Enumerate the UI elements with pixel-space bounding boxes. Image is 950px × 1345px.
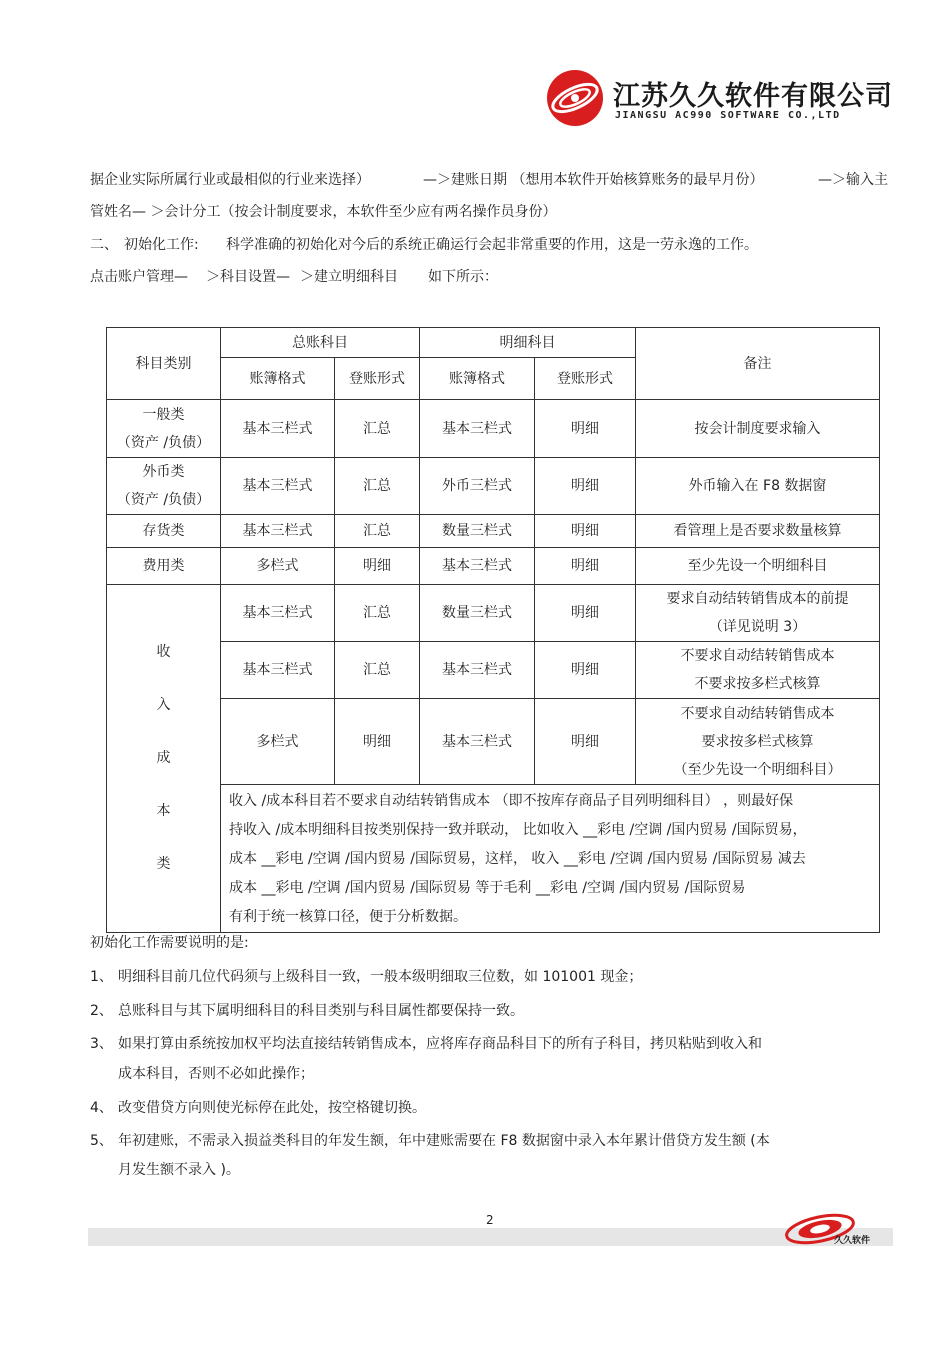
cell: 按会计制度要求输入 (636, 400, 880, 458)
header-category: 科目类别 (107, 328, 221, 400)
company-name-cn: 江苏久久软件有限公司 (613, 81, 893, 112)
note-item-1: 1、 明细科目前几位代码须与上级科目一致，一般本级明细取三位数，如 101001 现金； (90, 969, 643, 985)
company-logo (543, 68, 893, 130)
cell: 看管理上是否要求数量核算 (636, 515, 880, 548)
row-category: 外币类 （资产 /负债） (107, 458, 221, 515)
company-name-en: JIANGSU AC990 SOFTWARE CO.,LTD (615, 110, 841, 121)
cell: 要求自动结转销售成本的前提 （详见说明 3） (636, 585, 880, 642)
note-item-2: 2、 总账科目与其下属明细科目的科目类别与科目属性都要保持一致。 (90, 1003, 524, 1019)
notes-title: 初始化工作需要说明的是: (90, 935, 249, 951)
cell: 明细 (535, 585, 636, 642)
income-cost-category: 收 入 成 本 类 (107, 585, 221, 933)
table-row (107, 585, 880, 642)
note-item-5: 5、 年初建账，不需录入损益类科目的年发生额，年中建账需要在 F8 数据窗中录入本年累计借贷方发生额 (本 (90, 1133, 770, 1149)
cell: 明细 (535, 699, 636, 785)
header-gl-book-format: 账簿格式 (221, 358, 335, 400)
footer-logo (782, 1207, 894, 1247)
row-category: 一般类 （资产 /负债） (107, 400, 221, 458)
note-item-5-cont: 月发生额不录入 )。 (118, 1162, 240, 1178)
cell: 不要求自动结转销售成本 不要求按多栏式核算 (636, 642, 880, 699)
intro-line-1: 据企业实际所属行业或最相似的行业来选择） —＞建账日期 （想用本软件开始核算账务的最早月份） —＞输入主 (90, 172, 888, 188)
cell: 基本三栏式 (221, 585, 335, 642)
cell: 汇总 (335, 400, 420, 458)
cell: 数量三栏式 (420, 515, 535, 548)
table-row (107, 515, 880, 548)
cell: 基本三栏式 (221, 515, 335, 548)
cell: 汇总 (335, 585, 420, 642)
account-setup-table (106, 327, 880, 933)
cell: 基本三栏式 (420, 400, 535, 458)
cell: 明细 (535, 458, 636, 515)
cell: 明细 (535, 642, 636, 699)
header-detail-ledger-form: 登账形式 (535, 358, 636, 400)
header-detail: 明细科目 (420, 328, 636, 358)
cell: 汇总 (335, 642, 420, 699)
cell: 基本三栏式 (420, 699, 535, 785)
header-general-ledger: 总账科目 (221, 328, 420, 358)
cell: 外币三栏式 (420, 458, 535, 515)
intro-line-3: 二、 初始化工作: 科学准确的初始化对今后的系统正确运行会起非常重要的作用，这是一劳永逸的工作。 (90, 237, 758, 253)
table-row (107, 458, 880, 515)
row-category: 费用类 (107, 548, 221, 585)
table-row (107, 548, 880, 585)
cell: 多栏式 (221, 548, 335, 585)
footer-bar (88, 1228, 893, 1246)
cell: 基本三栏式 (420, 548, 535, 585)
page-number: 2 (486, 1213, 494, 1227)
cell: 明细 (535, 515, 636, 548)
cell: 明细 (335, 699, 420, 785)
table-row (107, 642, 880, 699)
note-item-3: 3、 如果打算由系统按加权平均法直接结转销售成本，应将库存商品科目下的所有子科目，拷贝粘贴到收入和 (90, 1036, 762, 1052)
table-row (107, 400, 880, 458)
header-remark: 备注 (636, 328, 880, 400)
cell: 基本三栏式 (221, 642, 335, 699)
cell: 基本三栏式 (221, 400, 335, 458)
intro-line-4: 点击账户管理— ＞科目设置— ＞建立明细科目 如下所示： (90, 269, 498, 285)
header-gl-ledger-form: 登账形式 (335, 358, 420, 400)
cell: 不要求自动结转销售成本 要求按多栏式核算 （至少先设一个明细科目） (636, 699, 880, 785)
cell: 基本三栏式 (221, 458, 335, 515)
cell: 明细 (535, 548, 636, 585)
cell: 多栏式 (221, 699, 335, 785)
cell: 数量三栏式 (420, 585, 535, 642)
cell: 汇总 (335, 515, 420, 548)
cell: 至少先设一个明细科目 (636, 548, 880, 585)
income-cost-note: 收入 /成本科目若不要求自动结转销售成本 （即不按库存商品子目列明细科目） ，则最好保 持收入 /成本明细科目按类别保持一致并联动， 比如收入 __彩电 /空调 /国内贸易 /国际贸易， 成本 __彩电 /空调 /国内贸易 /国际贸易，这样， 收入 __彩电 /空调 /国内贸易 /国际贸易 减去 成本 __彩电 /空调 /国内贸易 /国际贸易 等于毛利 __彩电 /空调 /国内贸易 /国际贸易 有利于统一核算口径，便于分析数据。 (221, 785, 880, 933)
logo-swirl-icon (543, 68, 611, 130)
cell: 明细 (535, 400, 636, 458)
table-row (107, 699, 880, 785)
cell: 基本三栏式 (420, 642, 535, 699)
intro-line-2: 管姓名— ＞会计分工（按会计制度要求，本软件至少应有两名操作员身份） (90, 204, 557, 220)
cell: 汇总 (335, 458, 420, 515)
header-detail-book-format: 账簿格式 (420, 358, 535, 400)
note-item-4: 4、 改变借贷方向则使光标停在此处，按空格键切换。 (90, 1100, 426, 1116)
note-item-3-cont: 成本科目，否则不必如此操作； (118, 1066, 314, 1082)
row-category: 存货类 (107, 515, 221, 548)
cell: 外币输入在 F8 数据窗 (636, 458, 880, 515)
cell: 明细 (335, 548, 420, 585)
table-row (107, 785, 880, 933)
footer-brand: 久久软件 (834, 1236, 871, 1246)
